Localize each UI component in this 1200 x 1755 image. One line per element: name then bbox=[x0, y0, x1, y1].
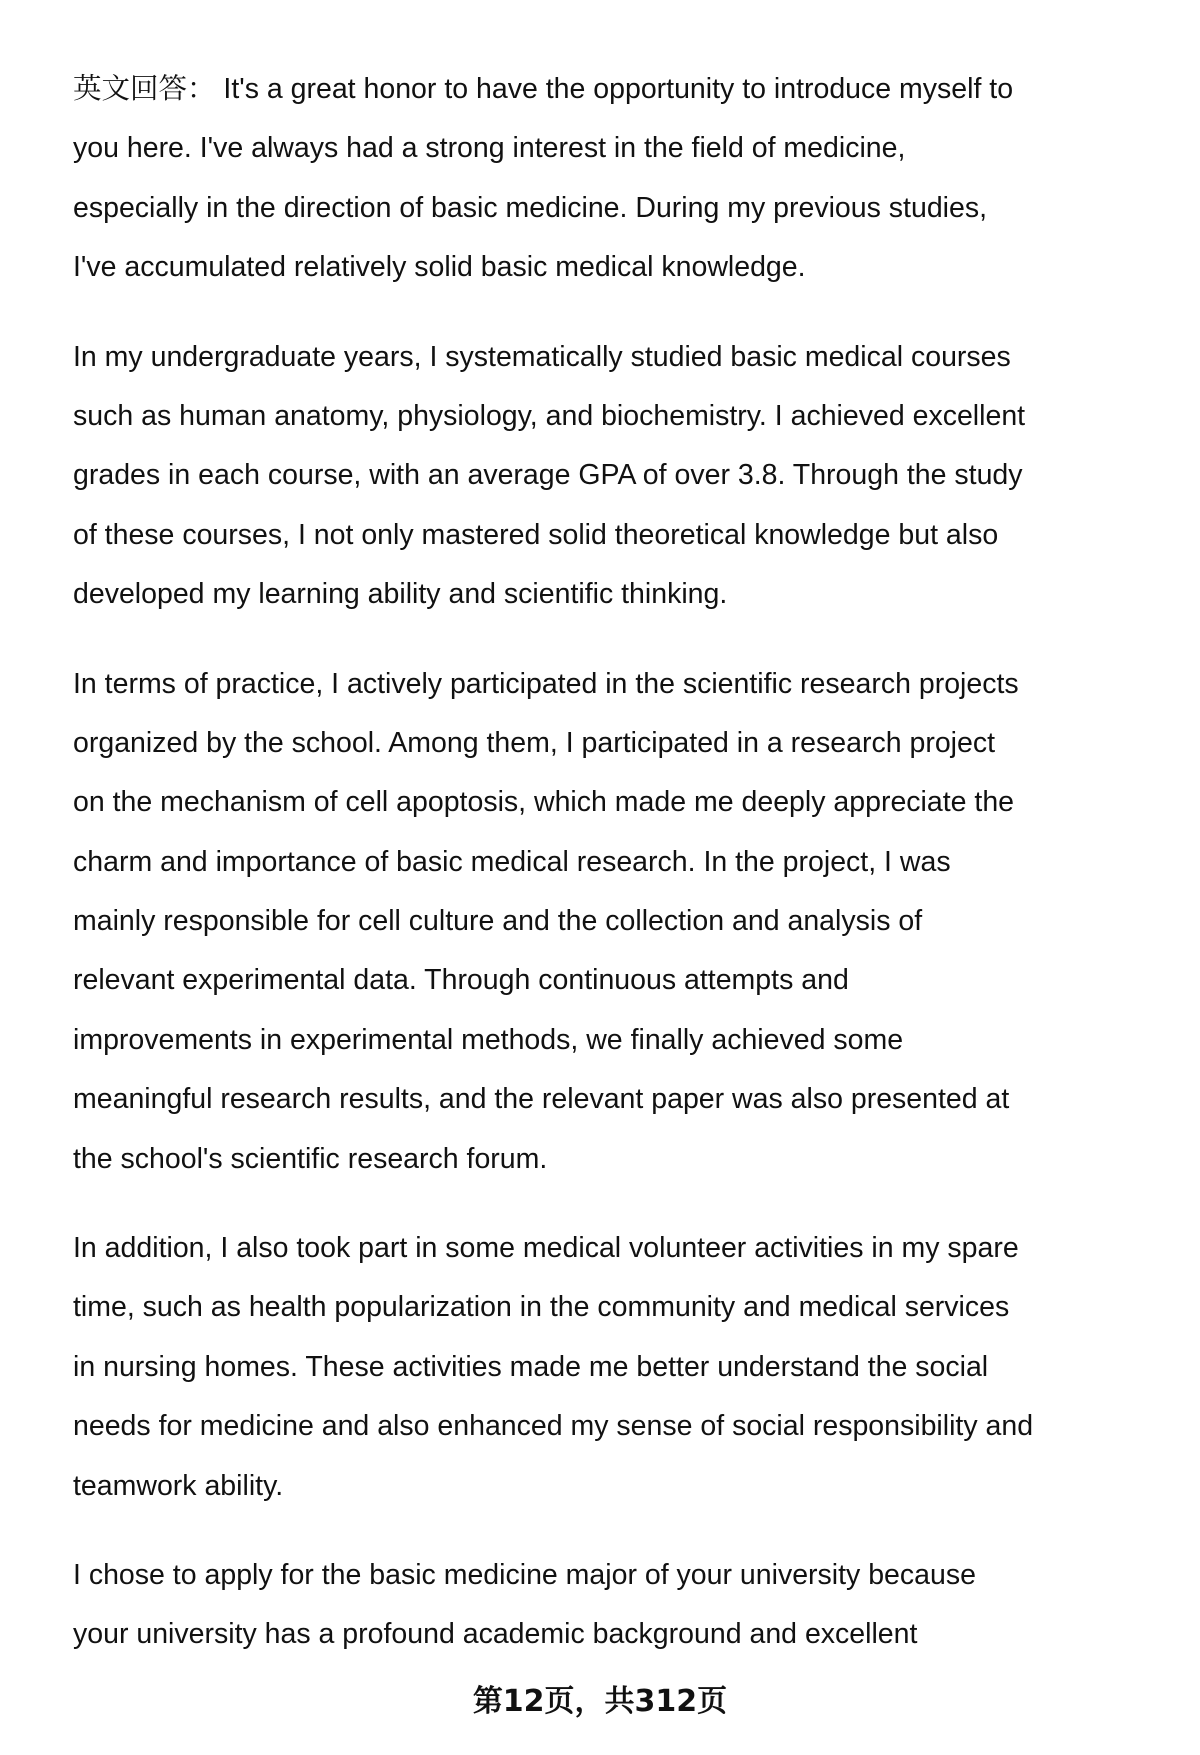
text-line: of these courses, I not only mastered solid theoretical knowledge but also bbox=[73, 518, 999, 551]
text-line: charm and importance of basic medical research. In the project, I was bbox=[73, 845, 951, 878]
text-line: time, such as health popularization in the community and medical services bbox=[73, 1291, 1010, 1324]
page-number: 第12页，共312页 bbox=[472, 1684, 728, 1719]
text-line: improvements in experimental methods, we finally achieved some bbox=[73, 1023, 904, 1056]
text-line: organized by the school. Among them, I participated in a research project bbox=[73, 726, 996, 759]
text-line: needs for medicine and also enhanced my sense of social responsibility and bbox=[73, 1410, 1034, 1443]
paragraph bbox=[73, 328, 1153, 625]
text-line: grades in each course, with an average GPA of over 3.8. Through the study bbox=[73, 459, 1023, 492]
paragraph bbox=[73, 655, 1153, 1190]
text-line: developed my learning ability and scientific thinking. bbox=[73, 578, 728, 611]
paragraph bbox=[73, 1219, 1153, 1516]
document-body bbox=[73, 60, 1153, 1695]
text-line: you here. I've always had a strong interest in the field of medicine, bbox=[73, 132, 906, 165]
text-line: especially in the direction of basic medicine. During my previous studies, bbox=[73, 191, 988, 224]
text-line: 英文回答： It's a great honor to have the opportunity to introduce myself to bbox=[73, 73, 1014, 105]
text-line: mainly responsible for cell culture and the collection and analysis of bbox=[73, 905, 923, 938]
text-line: I've accumulated relatively solid basic medical knowledge. bbox=[73, 251, 806, 284]
text-line: on the mechanism of cell apoptosis, which made me deeply appreciate the bbox=[73, 786, 1015, 819]
paragraph bbox=[73, 1546, 1153, 1665]
text-line: in nursing homes. These activities made me better understand the social bbox=[73, 1350, 989, 1383]
text-line: In addition, I also took part in some medical volunteer activities in my spare bbox=[73, 1232, 1019, 1265]
text-line: the school's scientific research forum. bbox=[73, 1142, 548, 1175]
text-line: such as human anatomy, physiology, and biochemistry. I achieved excellent bbox=[73, 399, 1026, 432]
text-line: meaningful research results, and the relevant paper was also presented at bbox=[73, 1083, 1010, 1116]
text-line: relevant experimental data. Through continuous attempts and bbox=[73, 964, 849, 997]
text-line: I chose to apply for the basic medicine major of your university because bbox=[73, 1558, 976, 1591]
text-line: In terms of practice, I actively participated in the scientific research projects bbox=[73, 667, 1019, 700]
text-line: teamwork ability. bbox=[73, 1469, 284, 1502]
text-line: In my undergraduate years, I systematically studied basic medical courses bbox=[73, 340, 1011, 373]
text-line: your university has a profound academic background and excellent bbox=[73, 1618, 918, 1651]
paragraph bbox=[73, 60, 1153, 298]
